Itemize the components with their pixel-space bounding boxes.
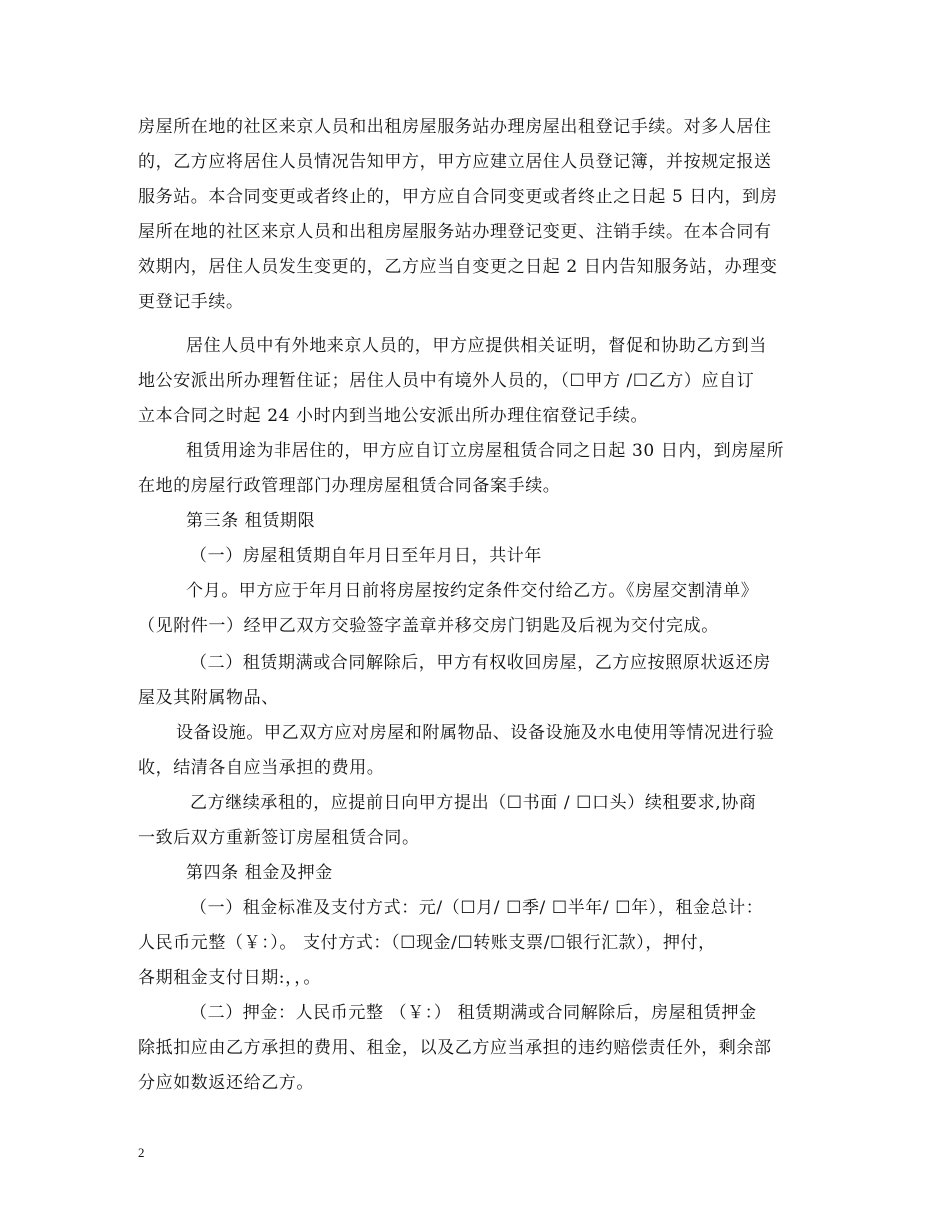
text-line: （二）租赁期满或合同解除后，甲方有权收回房屋，乙方应按照原状返还房 <box>190 653 771 673</box>
text-line: 人民币元整（￥：）。 支付方式：（☐现金/☐转账支票/☐银行汇款），押付， <box>138 933 716 953</box>
text-line: 地公安派出所办理暂住证；居住人员中有境外人员的，（☐甲方 /☐乙方）应自订 <box>138 371 755 391</box>
text-line: 房屋所在地的社区来京人员和出租房屋服务站办理房屋出租登记手续。对多人居住 <box>138 117 772 137</box>
text-line: 各期租金支付日期:，，。 <box>138 968 321 988</box>
text-line: （见附件一）经甲乙双方交验签字盖章并移交房门钥匙及后视为交付完成。 <box>138 616 719 636</box>
text-line: 租赁用途为非居住的，甲方应自订立房屋租赁合同之日起 30 日内，到房屋所 <box>186 441 785 461</box>
text-line: 屋及其附属物品、 <box>138 688 279 708</box>
page-number: 2 <box>138 1145 145 1160</box>
text-line: 服务站。本合同变更或者终止的，甲方应自合同变更或者终止之日起 5 日内，到房 <box>138 187 778 207</box>
text-line: 在地的房屋行政管理部门办理房屋租赁合同备案手续。 <box>138 476 561 496</box>
text-line: 收，结清各自应当承担的费用。 <box>138 758 385 778</box>
text-line: 效期内，居住人员发生变更的，乙方应当自变更之日起 2 日内告知服务站，办理变 <box>138 257 778 277</box>
text-line: （二）押金：人民币元整 （￥：） 租赁期满或合同解除后，房屋租赁押金 <box>190 1003 757 1023</box>
text-line: 乙方继续承租的，应提前日向甲方提出（☐书面 / ☐口头）续租要求,协商 <box>190 793 757 813</box>
text-line: 的，乙方应将居住人员情况告知甲方，甲方应建立居住人员登记簿，并按规定报送 <box>138 152 772 172</box>
text-line: 个月。甲方应于年月日前将房屋按约定条件交付给乙方。《房屋交割清单》 <box>186 581 759 601</box>
text-line: 设备设施。甲乙双方应对房屋和附属物品、设备设施及水电使用等情况进行验 <box>176 723 775 743</box>
section-heading: 第四条 租金及押金 <box>186 863 333 883</box>
text-line: 更登记手续。 <box>138 292 244 312</box>
text-line: 立本合同之时起 24 小时内到当地公安派出所办理住宿登记手续。 <box>138 406 649 426</box>
text-line: （一）租金标准及支付方式：元/（☐月/ ☐季/ ☐半年/ ☐年），租金总计： <box>190 898 764 918</box>
text-line: 分应如数返还给乙方。 <box>138 1073 314 1093</box>
section-heading: 第三条 租赁期限 <box>186 511 316 531</box>
text-line: 屋所在地的社区来京人员和出租房屋服务站办理登记变更、注销手续。在本合同有 <box>138 222 772 242</box>
text-line: 除抵扣应由乙方承担的费用、租金，以及乙方应当承担的违约赔偿责任外，剩余部 <box>138 1038 772 1058</box>
text-line: 一致后双方重新签订房屋租赁合同。 <box>138 828 420 848</box>
text-line: （一）房屋租赁期自年月日至年月日，共计年 <box>190 546 542 566</box>
text-line: 居住人员中有外地来京人员的，甲方应提供相关证明，督促和协助乙方到当 <box>186 336 767 356</box>
